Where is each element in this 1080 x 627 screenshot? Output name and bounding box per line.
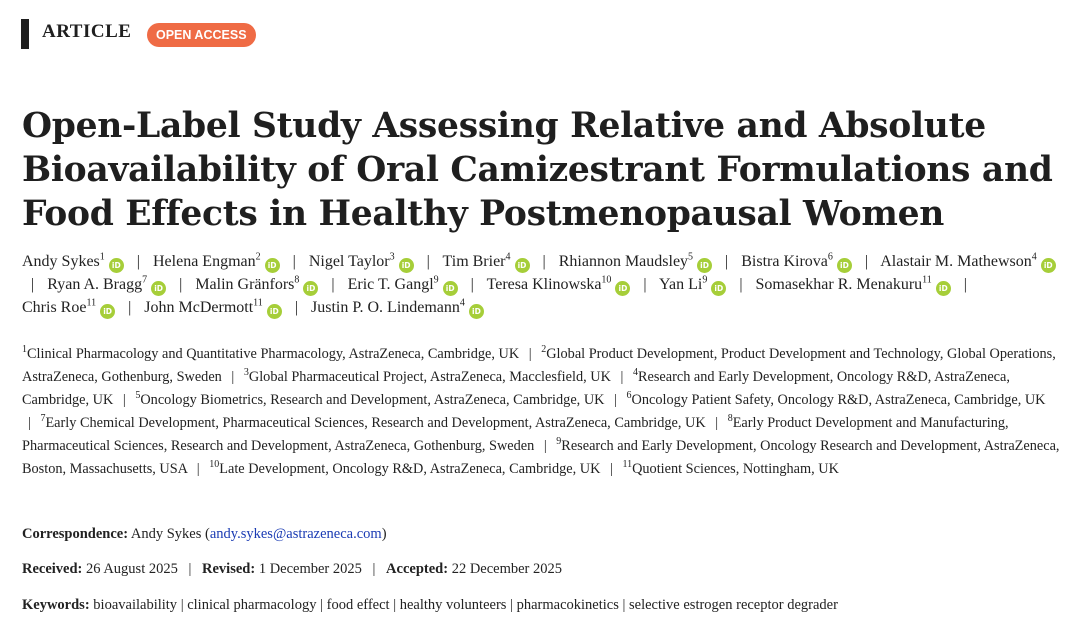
affiliation-number: 11 (622, 459, 633, 471)
author-entry (487, 276, 631, 293)
author-name[interactable]: Justin P. O. Lindemann (311, 299, 460, 316)
keyword[interactable]: clinical pharmacology (187, 597, 317, 613)
author-separator: | (725, 253, 729, 270)
affiliation-number: 3 (243, 367, 249, 379)
author-affiliation-number: 4 (1031, 251, 1037, 263)
affiliation-separator: | (543, 438, 547, 454)
affiliation-number: 10 (209, 459, 220, 471)
author-affiliation-number: 11 (922, 274, 932, 286)
keyword-separator: | (510, 597, 513, 613)
article-title: Open-Label Study Assessing Relative and Absolute Bioavailability of Oral Camizestrant Formulations and Food Effects in Healthy Postmenopausal Women (22, 106, 1053, 234)
author-separator: | (31, 276, 35, 293)
keyword[interactable]: food effect (326, 597, 390, 613)
orcid-icon[interactable]: iD (303, 281, 318, 296)
correspondence-name: Andy Sykes (130, 526, 202, 542)
correspondence-label: Correspondence: (22, 526, 129, 542)
author-name[interactable]: Helena Engman (152, 253, 256, 270)
author-affiliation-number: 1 (99, 251, 105, 263)
orcid-icon[interactable]: iD (267, 304, 282, 319)
affiliation-text: Oncology Patient Safety, Oncology R&D, AstraZeneca, Cambridge, UK (631, 392, 1046, 408)
received-date: 26 August 2025 (86, 561, 178, 577)
affiliation-text: Quotient Sciences, Nottingham, UK (632, 461, 839, 477)
affiliation-list (22, 343, 1062, 481)
author-affiliation-number: 9 (433, 274, 439, 286)
orcid-icon[interactable]: iD (711, 281, 726, 296)
affiliation-number: 9 (556, 436, 562, 448)
author-separator: | (179, 276, 183, 293)
affiliation-number: 1 (22, 344, 27, 356)
author-name[interactable]: Bistra Kirova (741, 253, 828, 270)
orcid-icon[interactable]: iD (399, 258, 414, 273)
author-entry (659, 276, 726, 293)
author-separator: | (864, 253, 869, 270)
author-name[interactable]: Teresa Klinowska (486, 276, 602, 293)
author-affiliation-number: 9 (702, 274, 708, 286)
orcid-icon[interactable]: iD (265, 258, 280, 273)
author-name[interactable]: Ryan A. Bragg (47, 276, 143, 293)
affiliation-separator: | (620, 369, 624, 385)
dates-line (22, 559, 1062, 579)
affiliation-item (135, 392, 604, 408)
orcid-icon[interactable]: iD (697, 258, 712, 273)
author-entry (756, 276, 951, 293)
affiliation-item (627, 392, 1046, 408)
affiliation-separator: | (609, 461, 613, 477)
author-name[interactable]: Alastair M. Mathewson (880, 253, 1032, 270)
author-entry (309, 253, 414, 270)
author-affiliation-number: 4 (459, 297, 465, 309)
affiliation-separator: | (231, 369, 235, 385)
author-affiliation-number: 10 (601, 274, 612, 286)
author-affiliation-number: 11 (86, 297, 97, 309)
affiliation-separator: | (196, 461, 200, 477)
author-entry (311, 299, 484, 316)
accepted-label: Accepted: (386, 561, 449, 577)
revised-label: Revised: (202, 561, 256, 577)
affiliation-item (244, 369, 611, 385)
affiliation-item (209, 461, 600, 477)
affiliation-text: Early Product Development and Manufacturing, Pharmaceutical Sciences, Research and Development, AstraZeneca, Gothenburg, Sweden (22, 415, 1009, 454)
author-entry (348, 276, 458, 293)
author-separator: | (963, 276, 967, 293)
keyword-separator: | (393, 597, 397, 613)
orcid-icon[interactable]: iD (1041, 258, 1056, 273)
affiliation-number: 5 (135, 390, 141, 402)
orcid-icon[interactable]: iD (469, 304, 484, 319)
author-entry (559, 253, 712, 270)
dates-separator: | (188, 561, 192, 577)
author-separator: | (128, 299, 132, 316)
article-type-bar (21, 19, 29, 49)
received-label: Received: (22, 561, 83, 577)
affiliation-separator: | (715, 415, 719, 431)
author-name[interactable]: Andy Sykes (22, 253, 100, 270)
author-affiliation-number: 2 (255, 251, 261, 263)
author-affiliation-number: 11 (253, 297, 263, 309)
author-separator: | (294, 299, 299, 316)
affiliation-number: 2 (541, 344, 547, 356)
author-separator: | (331, 276, 335, 293)
affiliation-separator: | (122, 392, 126, 408)
author-name[interactable]: Rhiannon Maudsley (558, 253, 689, 270)
author-entry (195, 276, 318, 293)
affiliation-text: Clinical Pharmacology and Quantitative Pharmacology, AstraZeneca, Cambridge, UK (27, 346, 520, 362)
author-separator: | (739, 276, 743, 293)
affiliation-separator: | (528, 346, 532, 362)
affiliation-text: Late Development, Oncology R&D, AstraZeneca, Cambridge, UK (219, 461, 601, 477)
keyword[interactable]: pharmacokinetics (516, 597, 619, 613)
author-name[interactable]: Malin Gränfors (195, 276, 295, 293)
author-separator: | (643, 276, 647, 293)
affiliation-separator: | (28, 415, 31, 431)
keywords-label: Keywords: (22, 597, 90, 613)
author-entry (22, 253, 124, 270)
orcid-icon[interactable]: iD (443, 281, 458, 296)
author-affiliation-number: 8 (294, 274, 300, 286)
author-separator: | (292, 253, 296, 270)
affiliation-text: Early Chemical Development, Pharmaceutical Sciences, Research and Development, AstraZeneca, Cambridge, UK (45, 415, 706, 431)
affiliation-text: Research and Early Development, Oncology Research and Development, AstraZeneca, Boston, Massachusetts, USA (22, 438, 1060, 477)
author-separator: | (136, 253, 140, 270)
author-affiliation-number: 3 (389, 251, 395, 263)
dates-separator: | (372, 561, 376, 577)
affiliation-number: 7 (40, 413, 46, 425)
affiliation-item (40, 415, 705, 431)
author-entry (443, 253, 530, 270)
author-name[interactable]: Yan Li (659, 276, 703, 293)
open-access-badge[interactable]: OPEN ACCESS (147, 23, 256, 47)
author-separator: | (542, 253, 546, 270)
keyword[interactable]: healthy volunteers (399, 597, 507, 613)
author-entry (22, 299, 115, 316)
author-affiliation-number: 7 (142, 274, 148, 286)
author-name[interactable]: Eric T. Gangl (347, 276, 434, 293)
keyword[interactable]: selective estrogen receptor degrader (629, 597, 838, 613)
article-type-label: ARTICLE (42, 21, 132, 42)
revised-date: 1 December 2025 (258, 561, 362, 577)
author-name[interactable]: John McDermott (144, 299, 254, 316)
author-affiliation-number: 4 (505, 251, 511, 263)
keyword[interactable]: bioavailability (93, 597, 178, 613)
orcid-icon[interactable]: iD (615, 281, 630, 296)
author-separator: | (470, 276, 474, 293)
author-affiliation-number: 6 (827, 251, 833, 263)
correspondence-open-paren: ( (205, 526, 210, 542)
author-entry (741, 253, 852, 270)
author-affiliation-number: 5 (688, 251, 694, 263)
author-entry (47, 276, 166, 293)
affiliation-text: Global Product Development, Product Development and Technology, Global Operations, AstraZeneca, Gothenburg, Sweden (22, 346, 1056, 385)
affiliation-number: 6 (626, 390, 632, 402)
keyword-separator: | (622, 597, 626, 613)
affiliation-number: 4 (632, 367, 638, 379)
author-entry (153, 253, 280, 270)
author-entry (880, 253, 1056, 270)
keyword-separator: | (180, 597, 184, 613)
author-name[interactable]: Chris Roe (22, 299, 87, 316)
accepted-date: 22 December 2025 (451, 561, 563, 577)
affiliation-number: 8 (727, 413, 733, 425)
orcid-icon[interactable]: iD (100, 304, 115, 319)
keyword-separator: | (320, 597, 323, 613)
author-name[interactable]: Tim Brier (442, 253, 506, 270)
author-separator: | (426, 253, 430, 270)
orcid-icon[interactable]: iD (837, 258, 852, 273)
correspondence-line (22, 524, 1062, 544)
affiliation-item (22, 346, 519, 362)
affiliation-separator: | (614, 392, 617, 408)
correspondence-email-link[interactable]: andy.sykes@astrazeneca.com (209, 526, 382, 542)
orcid-icon[interactable]: iD (515, 258, 530, 273)
affiliation-text: Research and Early Development, Oncology R&D, AstraZeneca, Cambridge, UK (22, 369, 1010, 408)
author-name[interactable]: Somasekhar R. Menakuru (755, 276, 923, 293)
author-list (22, 250, 1072, 319)
affiliation-text: Global Pharmaceutical Project, AstraZeneca, Macclesfield, UK (248, 369, 611, 385)
orcid-icon[interactable]: iD (936, 281, 951, 296)
orcid-icon[interactable]: iD (109, 258, 124, 273)
author-entry (144, 299, 282, 316)
author-name[interactable]: Nigel Taylor (308, 253, 390, 270)
affiliation-item (622, 461, 839, 477)
orcid-icon[interactable]: iD (151, 281, 166, 296)
correspondence-close-paren: ) (381, 526, 387, 542)
keywords-line (22, 595, 1062, 615)
affiliation-text: Oncology Biometrics, Research and Development, AstraZeneca, Cambridge, UK (140, 392, 605, 408)
